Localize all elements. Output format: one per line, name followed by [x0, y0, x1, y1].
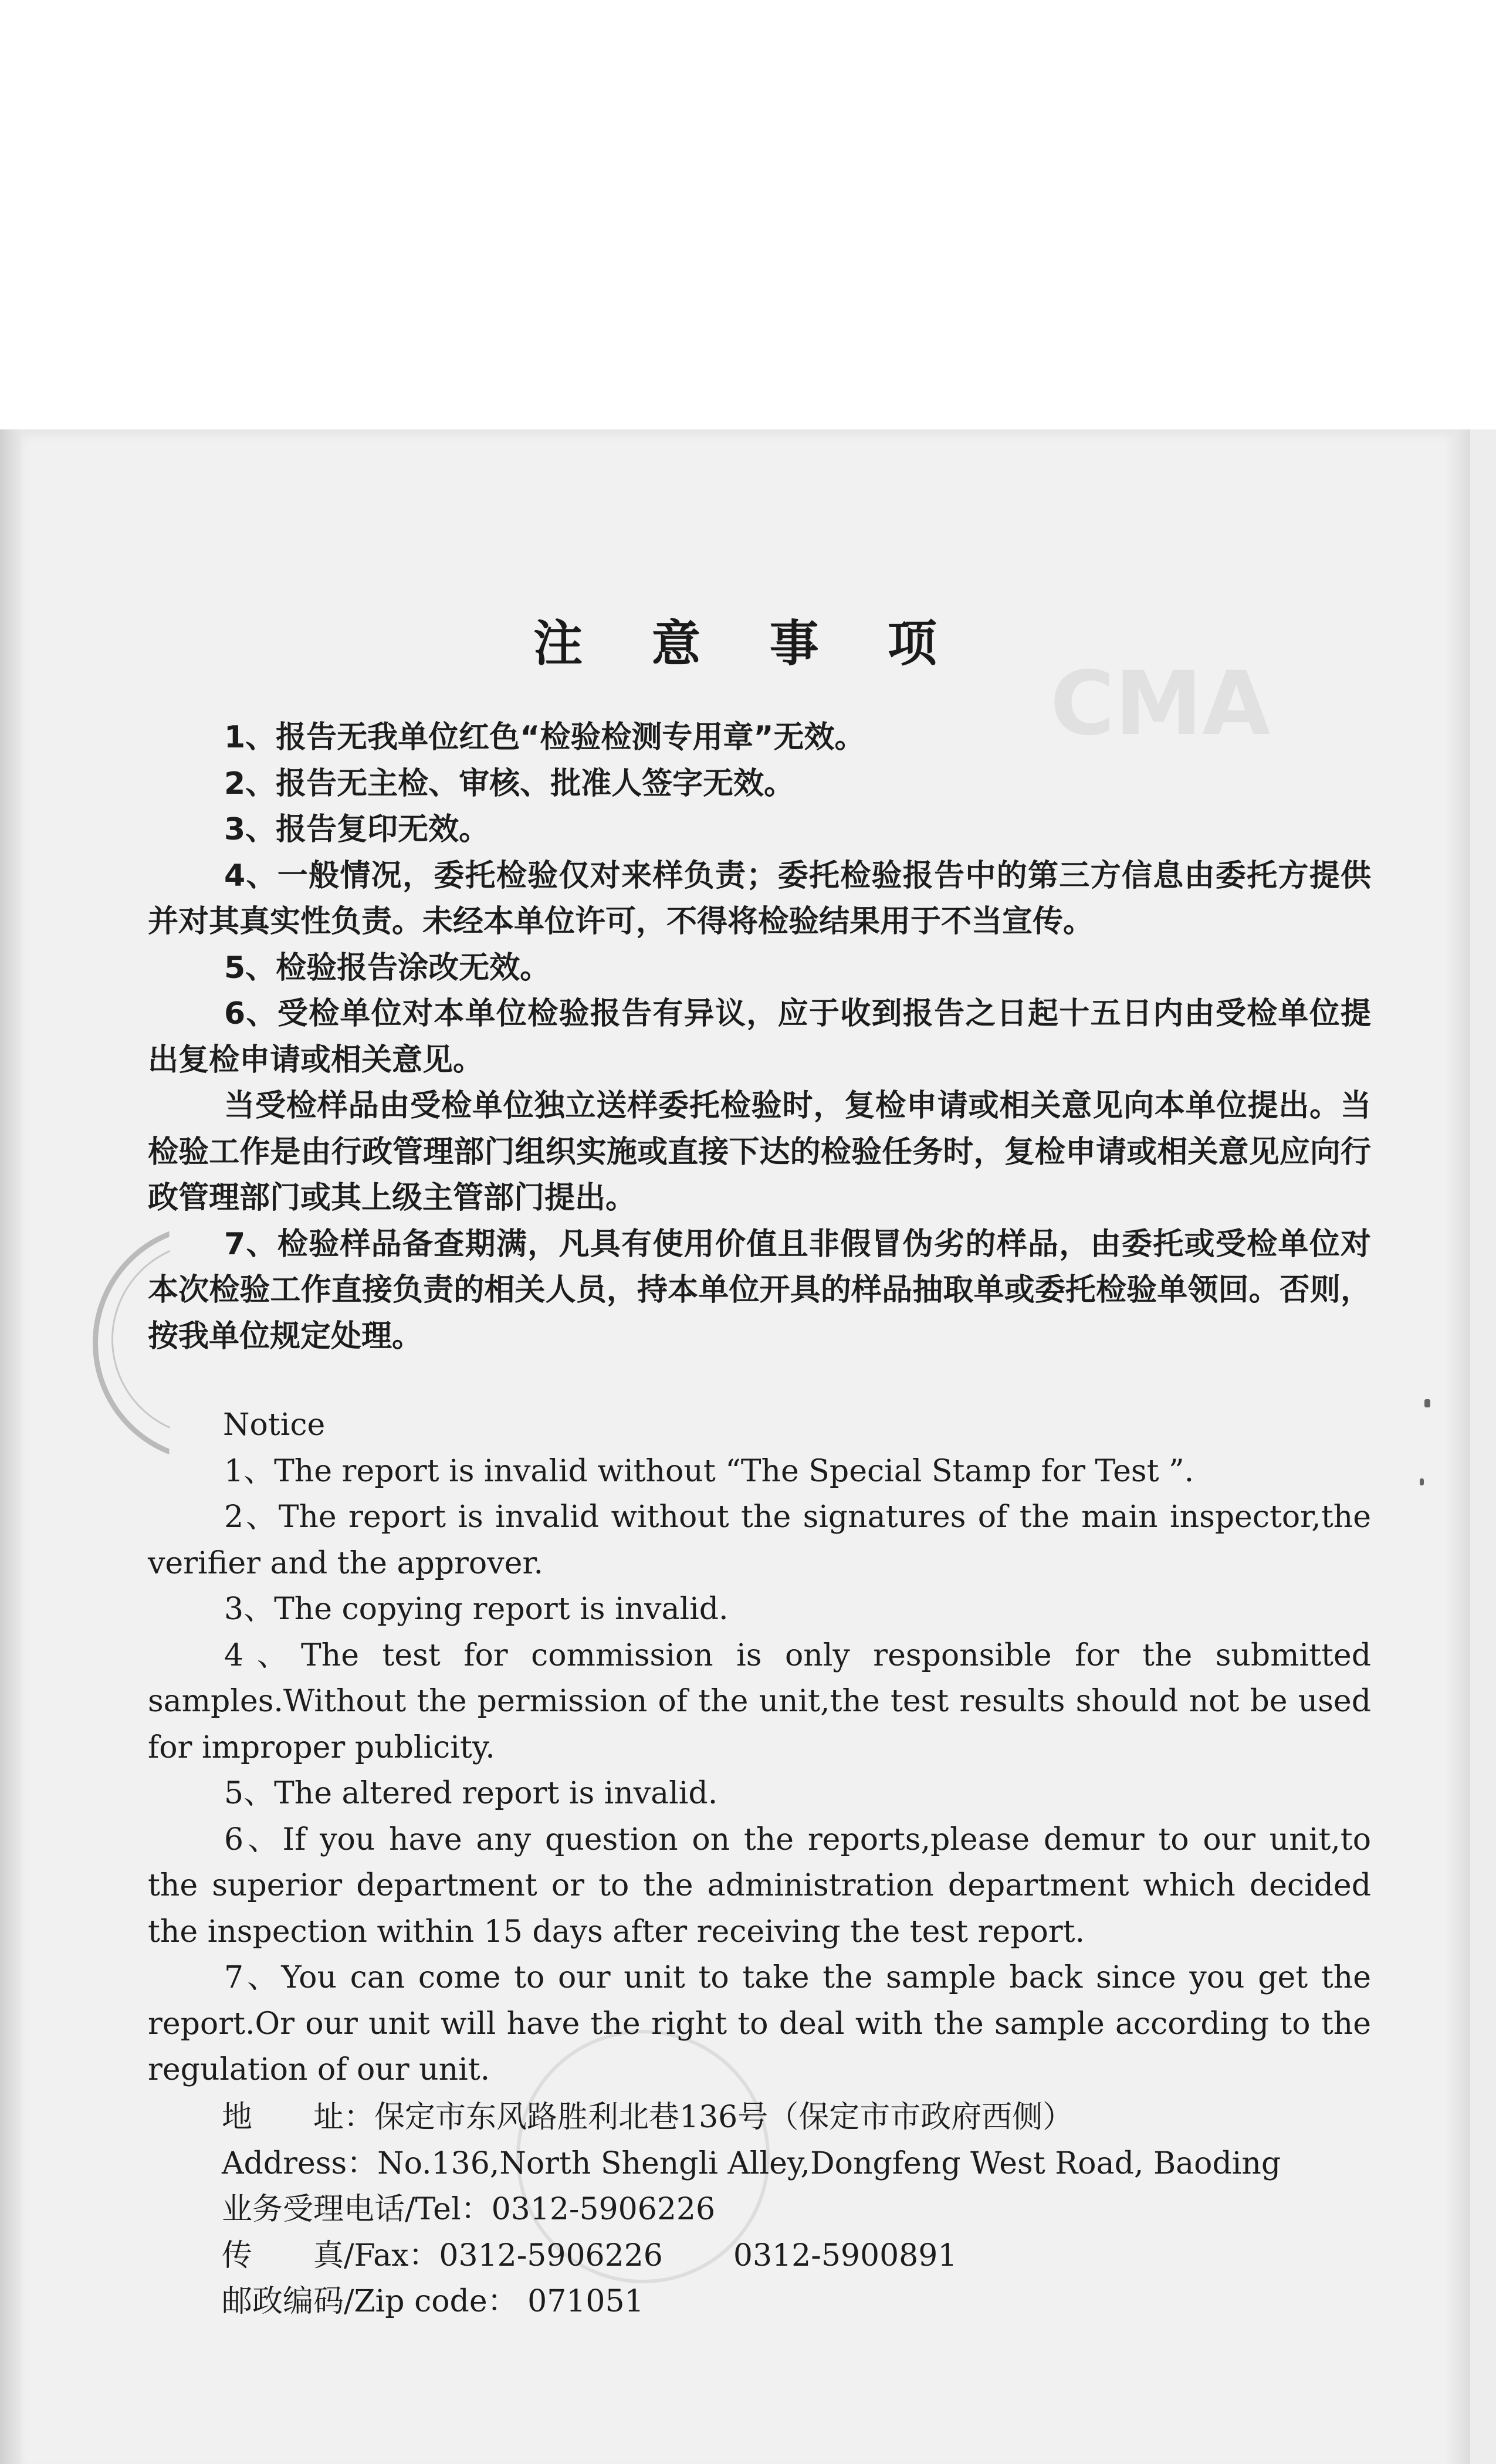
zip-code: 邮政编码/Zip code： 071051 [222, 2284, 644, 2319]
en-item-7: 7、You can come to our unit to take the sample back since you get the report.Or our unit will have the right to deal with the sample according to the regulation of our unit. [148, 1960, 1371, 2087]
telephone: 业务受理电话/Tel：0312-5906226 [222, 2192, 716, 2227]
cn-item-2: 2、报告无主检、审核、批准人签字无效。 [224, 766, 795, 801]
cn-item-4: 4、一般情况，委托检验仅对来样负责；委托检验报告中的第三方信息由委托方提供并对其真实性负责。未经本单位许可，不得将检验结果用于不当宣传。 [148, 858, 1371, 939]
cn-item-3: 3、报告复印无效。 [224, 812, 490, 847]
fax-primary: 传 真/Fax：0312-5906226 [222, 2238, 663, 2273]
scan-speck [1424, 1399, 1430, 1407]
faint-logo-watermark: CMA [1050, 653, 1271, 755]
address-cn: 地 址：保定市东风路胜利北巷136号（保定市市政府西侧） [222, 2100, 1074, 2135]
cn-item-7: 7、检验样品备查期满，凡具有使用价值且非假冒伪劣的样品，由委托或受检单位对本次检验工作直接负责的相关人员，持本单位开具的样品抽取单或委托检验单领回。否则，按我单位规定处理。 [148, 1226, 1371, 1354]
fax-secondary: 0312-5900891 [733, 2238, 957, 2273]
chinese-notice-list [148, 715, 1371, 1359]
notice-heading: Notice [223, 1407, 326, 1443]
cn-item-5: 5、检验报告涂改无效。 [224, 950, 551, 986]
paper-edge-shadow [1444, 429, 1470, 2464]
cn-item-6-continued: 当受检样品由受检单位独立送样委托检验时，复检申请或相关意见向本单位提出。当检验工作是由行政管理部门组织实施或直接下达的检验任务时，复检申请或相关意见应向行政管理部门或其上级主管部门提出。 [148, 1088, 1371, 1216]
en-item-4: 4、The test for commission is only responsible for the submitted samples.Without the permission of the unit,the test results should not be used for improper publicity. [148, 1637, 1371, 1765]
address-en: Address：No.136,North Shengli Alley,Dongfeng West Road, Baoding [222, 2145, 1281, 2181]
fax-line [222, 2233, 1395, 2279]
en-item-3: 3、The copying report is invalid. [224, 1592, 729, 1627]
english-notice-list [148, 1402, 1371, 2093]
cn-item-1: 1、报告无我单位红色“检验检测专用章”无效。 [224, 720, 865, 755]
en-item-1: 1、The report is invalid without “The Special Stamp for Test ”. [224, 1453, 1194, 1489]
scan-speck [1420, 1478, 1424, 1485]
contact-block [222, 2094, 1395, 2325]
en-item-5: 5、The altered report is invalid. [224, 1776, 718, 1811]
en-item-2: 2、The report is invalid without the signatures of the main inspector,the verifier and the approver. [148, 1500, 1371, 1581]
page-title: 注 意 事 项 [533, 615, 963, 672]
en-item-6: 6、If you have any question on the reports,please demur to our unit,to the superior department or to the administration department which decided the inspection within 15 days after receiving the test report. [148, 1822, 1371, 1949]
cn-item-6: 6、受检单位对本单位检验报告有异议，应于收到报告之日起十五日内由受检单位提出复检申请或相关意见。 [148, 996, 1371, 1078]
